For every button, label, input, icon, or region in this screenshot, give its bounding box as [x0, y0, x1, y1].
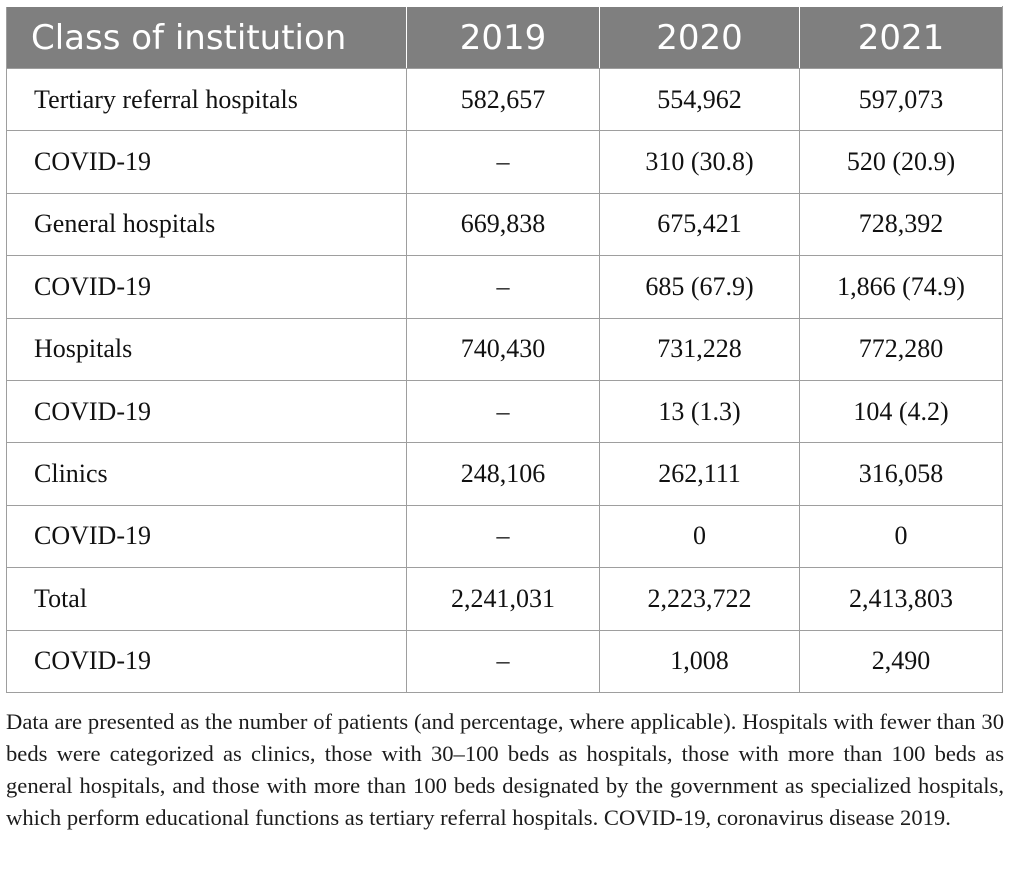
row-label: COVID-19: [7, 505, 407, 567]
cell-2020: 675,421: [600, 193, 800, 255]
cell-2019: –: [407, 380, 600, 442]
cell-2021: 772,280: [800, 318, 1003, 380]
row-label: COVID-19: [7, 131, 407, 193]
table-row: [7, 69, 1003, 131]
header-2021: 2021: [800, 7, 1003, 69]
cell-2021: 520 (20.9): [800, 131, 1003, 193]
header-class-of-institution: Class of institution: [7, 7, 407, 69]
row-label: Clinics: [7, 443, 407, 505]
cell-2019: 2,241,031: [407, 568, 600, 630]
row-label: COVID-19: [7, 256, 407, 318]
cell-2021: 728,392: [800, 193, 1003, 255]
table-header-row: [7, 7, 1003, 69]
row-label: Tertiary referral hospitals: [7, 69, 407, 131]
data-table-container: [6, 6, 1002, 693]
table-row: [7, 131, 1003, 193]
cell-2020: 1,008: [600, 630, 800, 692]
table-row: [7, 568, 1003, 630]
cell-2020: 2,223,722: [600, 568, 800, 630]
table-row: [7, 630, 1003, 692]
cell-2021: 2,413,803: [800, 568, 1003, 630]
row-label: General hospitals: [7, 193, 407, 255]
row-label: Hospitals: [7, 318, 407, 380]
cell-2020: 554,962: [600, 69, 800, 131]
row-label: COVID-19: [7, 380, 407, 442]
cell-2019: –: [407, 256, 600, 318]
cell-2019: –: [407, 505, 600, 567]
cell-2019: 248,106: [407, 443, 600, 505]
cell-2021: 316,058: [800, 443, 1003, 505]
cell-2020: 310 (30.8): [600, 131, 800, 193]
cell-2021: 104 (4.2): [800, 380, 1003, 442]
cell-2021: 597,073: [800, 69, 1003, 131]
cell-2020: 685 (67.9): [600, 256, 800, 318]
cell-2020: 731,228: [600, 318, 800, 380]
cell-2020: 13 (1.3): [600, 380, 800, 442]
cell-2019: –: [407, 630, 600, 692]
cell-2020: 0: [600, 505, 800, 567]
cell-2020: 262,111: [600, 443, 800, 505]
table-footnote: Data are presented as the number of patients (and percentage, where applicable). Hospitals with fewer than 30 beds were categorized as clinics, those with 30–100 beds as hospitals, those with more than 100 beds as general hospitals, and those with more than 100 beds designated by the government as specialized hospitals, which perform educational functions as tertiary referral hospitals. COVID-19, coronavirus disease 2019.: [6, 709, 1004, 830]
patients-by-institution-table: [6, 6, 1003, 693]
table-row: [7, 380, 1003, 442]
table-row: [7, 443, 1003, 505]
cell-2019: 740,430: [407, 318, 600, 380]
cell-2021: 2,490: [800, 630, 1003, 692]
table-row: [7, 256, 1003, 318]
cell-2019: –: [407, 131, 600, 193]
header-2019: 2019: [407, 7, 600, 69]
table-row: [7, 193, 1003, 255]
row-label: Total: [7, 568, 407, 630]
cell-2019: 669,838: [407, 193, 600, 255]
table-row: [7, 318, 1003, 380]
row-label: COVID-19: [7, 630, 407, 692]
table-row: [7, 505, 1003, 567]
cell-2019: 582,657: [407, 69, 600, 131]
cell-2021: 0: [800, 505, 1003, 567]
header-2020: 2020: [600, 7, 800, 69]
cell-2021: 1,866 (74.9): [800, 256, 1003, 318]
